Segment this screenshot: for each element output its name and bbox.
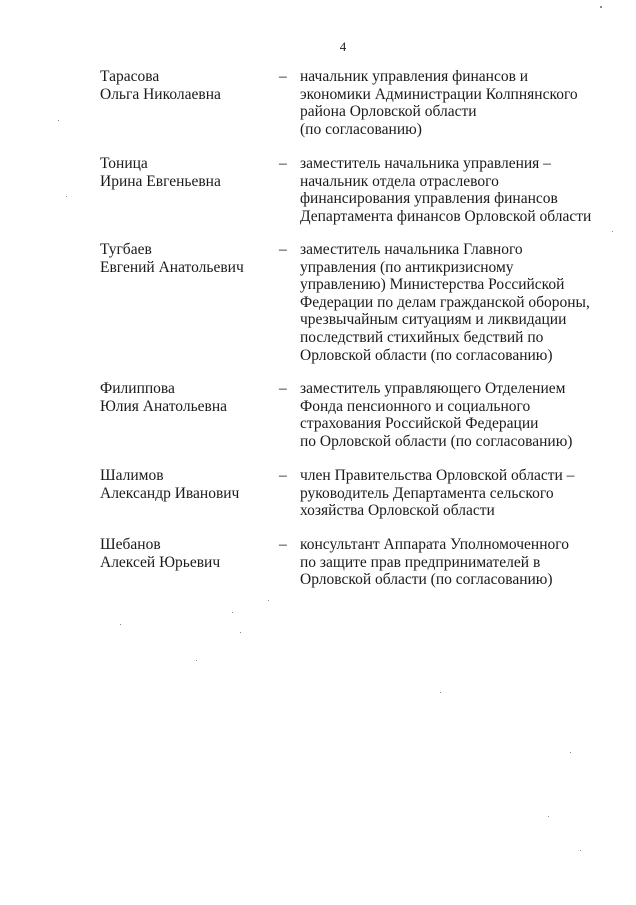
member-name — [100, 155, 270, 190]
scan-speck — [196, 660, 197, 661]
position-line: руководитель Департамента сельского — [300, 484, 554, 502]
separator-dash: – — [279, 380, 287, 397]
member-position — [300, 241, 600, 364]
position-line: по защите прав предпринимателей в — [300, 553, 541, 571]
member-position — [300, 68, 600, 138]
member-given-names: Евгений Анатольевич — [100, 258, 244, 276]
member-surname: Тоница — [100, 155, 148, 172]
member-given-names: Алексей Юрьевич — [100, 553, 221, 571]
position-line: начальник отдела отраслевого — [300, 172, 499, 190]
separator-dash: – — [279, 155, 287, 172]
position-line: финансирования управления финансов — [300, 190, 558, 208]
member-name — [100, 68, 270, 103]
member-surname: Тарасова — [100, 68, 160, 85]
member-surname: Шебанов — [100, 536, 161, 553]
scan-speck — [58, 120, 59, 121]
scan-speck — [66, 196, 67, 197]
position-line: Департамента финансов Орловской области — [300, 207, 592, 225]
scan-speck — [268, 600, 269, 601]
position-line: Орловской области (по согласованию) — [300, 571, 553, 589]
separator-dash: – — [279, 467, 287, 484]
scan-speck — [600, 6, 602, 8]
position-line: страхования Российской Федерации — [300, 415, 539, 433]
member-surname: Филиппова — [100, 380, 175, 397]
member-name — [100, 467, 270, 502]
position-line: хозяйства Орловской области — [300, 502, 495, 520]
position-line: (по согласованию) — [300, 120, 422, 138]
position-line: чрезвычайным ситуациям и ликвидации — [300, 311, 567, 329]
scan-speck — [120, 624, 121, 625]
position-line: управлению) Министерства Российской — [300, 276, 565, 294]
separator-dash: – — [279, 536, 287, 553]
position-line: Фонда пенсионного и социального — [300, 397, 531, 415]
position-line: заместитель управляющего Отделением — [300, 380, 566, 397]
position-line: управления (по антикризисному — [300, 258, 514, 276]
position-line: консультант Аппарата Уполномоченного — [300, 536, 569, 553]
position-line: последствий стихийных бедствий по — [300, 328, 544, 346]
member-surname: Шалимов — [100, 467, 164, 484]
scan-speck — [612, 231, 613, 232]
position-line: заместитель начальника Главного — [300, 241, 523, 258]
member-surname: Тугбаев — [100, 241, 152, 258]
member-position — [300, 155, 600, 225]
member-given-names: Юлия Анатольевна — [100, 397, 228, 415]
member-name — [100, 536, 270, 571]
position-line: начальник управления финансов и — [300, 68, 529, 85]
position-line: района Орловской области — [300, 103, 477, 121]
member-given-names: Ольга Николаевна — [100, 85, 221, 103]
member-given-names: Ирина Евгеньевна — [100, 172, 221, 190]
position-line: по Орловской области (по согласованию) — [300, 432, 573, 450]
scan-speck — [548, 816, 549, 817]
page-number: 4 — [339, 39, 347, 54]
position-line: член Правительства Орловской области – — [300, 467, 575, 484]
position-line: Федерации по делам гражданской обороны, — [300, 293, 590, 311]
separator-dash: – — [279, 68, 287, 85]
scan-speck — [580, 850, 581, 851]
member-name — [100, 380, 270, 415]
separator-dash: – — [279, 241, 287, 258]
position-line: экономики Администрации Колпнянского — [300, 85, 578, 103]
member-position — [300, 380, 600, 450]
member-given-names: Александр Иванович — [100, 484, 240, 502]
member-position — [300, 467, 600, 520]
position-line: Орловской области (по согласованию) — [300, 346, 553, 364]
scan-speck — [570, 752, 571, 753]
scan-speck — [232, 612, 233, 613]
scan-speck — [240, 632, 241, 633]
member-name — [100, 241, 270, 276]
member-position — [300, 536, 600, 589]
position-line: заместитель начальника управления – — [300, 155, 551, 172]
scan-speck — [440, 692, 441, 693]
